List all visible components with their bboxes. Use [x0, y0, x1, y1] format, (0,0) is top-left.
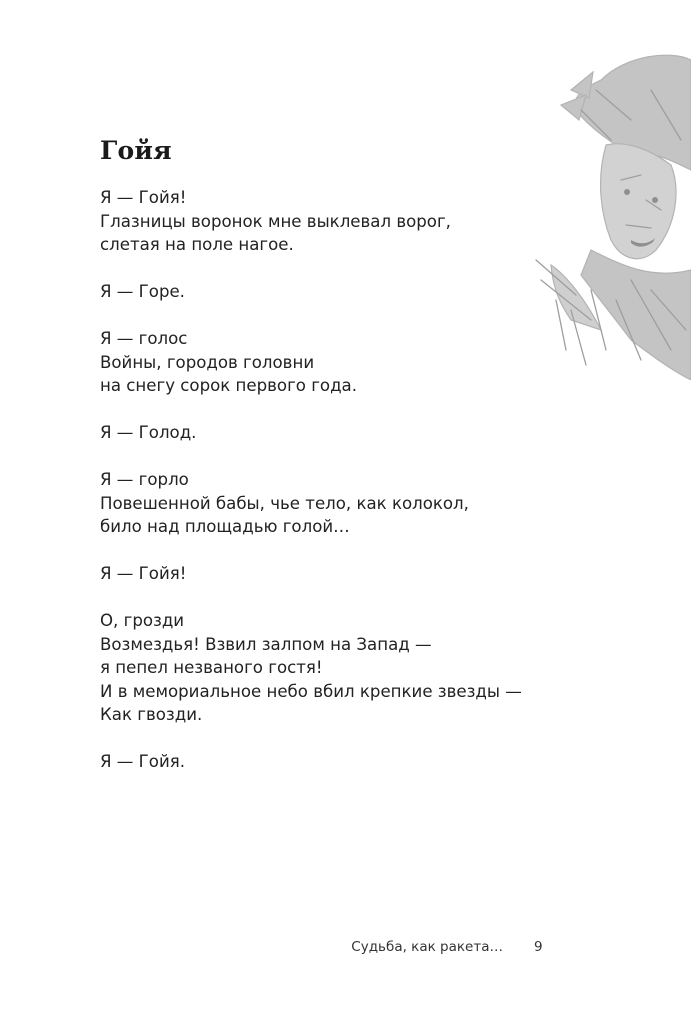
stanza	[100, 562, 560, 586]
poem-line: Войны, городов головни	[100, 352, 315, 372]
poem-line: Как гвозди.	[100, 705, 203, 724]
poem-line: И в мемориальное небо вбил крепкие звезды —	[100, 681, 522, 701]
stanza	[100, 750, 560, 774]
stanza	[100, 327, 560, 398]
poem-line: Я — горло	[100, 470, 189, 489]
poem-line: Глазницы воронок мне выклевал ворог,	[100, 211, 451, 231]
stanza	[100, 421, 560, 445]
page-footer	[0, 939, 691, 963]
running-title: Судьба, как ракета…	[351, 939, 503, 955]
poem-line: О, грозди	[100, 611, 185, 630]
poem-line: я пепел незваного гостя!	[100, 658, 323, 677]
stanza	[100, 609, 560, 727]
poem-line: Я — голос	[100, 329, 188, 348]
poem-line: Возмездья! Взвил залпом на Запад —	[100, 634, 432, 654]
stanza	[100, 468, 560, 539]
poem-line: Повешенной бабы, чье тело, как колокол,	[100, 493, 469, 513]
poem-line: Я — Горе.	[100, 282, 185, 301]
page-number: 9	[534, 939, 543, 955]
poem-title: Гойя	[100, 136, 172, 165]
poem-line: на снегу сорок первого года.	[100, 376, 358, 395]
poem-line: било над площадью голой…	[100, 517, 350, 536]
poem-line: Я — Гойя.	[100, 752, 185, 771]
poem-line: Я — Гойя!	[100, 564, 187, 583]
poem-line: Я — Голод.	[100, 423, 197, 442]
stanza	[100, 280, 560, 304]
stanza	[100, 186, 560, 257]
poem-line: слетая на поле нагое.	[100, 235, 294, 254]
poem-body	[100, 186, 560, 797]
poem-line: Я — Гойя!	[100, 188, 187, 207]
